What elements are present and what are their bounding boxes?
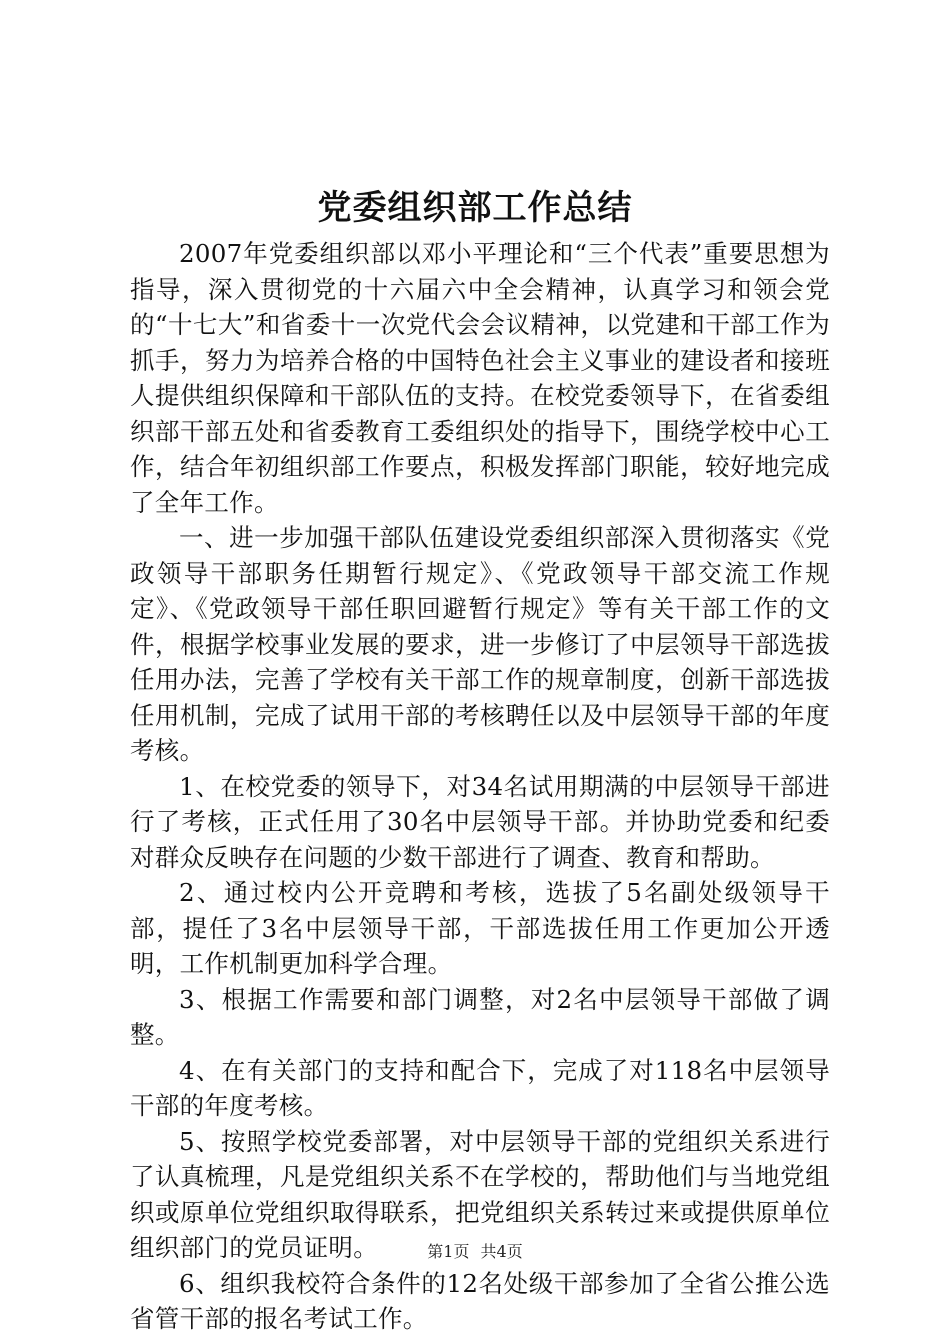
paragraph-item-3: 3、根据工作需要和部门调整，对2名中层领导干部做了调整。 <box>130 984 830 1049</box>
paragraph-item-6: 6、组织我校符合条件的12名处级干部参加了全省公推公选省管干部的报名考试工作。 <box>130 1268 830 1333</box>
paragraph-item-2: 2、通过校内公开竞聘和考核，选拔了5名副处级领导干部，提任了3名中层领导干部，干部选拔任用工作更加公开透明，工作机制更加科学合理。 <box>130 878 830 978</box>
page-footer <box>0 1240 950 1264</box>
paragraph-item-4: 4、在有关部门的支持和配合下，完成了对118名中层领导干部的年度考核。 <box>130 1055 830 1120</box>
paragraph-intro: 2007年党委组织部以邓小平理论和“三个代表”重要思想为指导，深入贯彻党的十六届六中全会精神，认真学习和领会党的“十七大”和省委十一次党代会会议精神，以党建和干部工作为抓手，努力为培养合格的中国特色社会主义事业的建设者和接班人提供组织保障和干部队伍的支持。在校党委领导下，在省委组织部干部五处和省委教育工委组织处的指导下，围绕学校中心工作，结合年初组织部工作要点，积极发挥部门职能，较好地完成了全年工作。 <box>130 239 830 517</box>
paragraph-item-1: 1、在校党委的领导下，对34名试用期满的中层领导干部进行了考核，正式任用了30名中层领导干部。并协助党委和纪委对群众反映存在问题的少数干部进行了调查、教育和帮助。 <box>130 771 830 872</box>
document-title: 党委组织部工作总结 <box>317 188 633 228</box>
paragraph-section-1: 一、进一步加强干部队伍建设党委组织部深入贯彻落实《党政领导干部职务任期暂行规定》、《党政领导干部交流工作规定》、《党政领导干部任职回避暂行规定》等有关干部工作的文件，根据学校事业发展的要求，进一步修订了中层领导干部选拔任用办法，完善了学校有关干部工作的规章制度，创新干部选拔任用机制，完成了试用干部的考核聘任以及中层领导干部的年度考核。 <box>130 523 830 765</box>
page-total: 共4页 <box>480 1242 523 1261</box>
paragraph-item-5: 5、按照学校党委部署，对中层领导干部的党组织关系进行了认真梳理，凡是党组织关系不在学校的，帮助他们与当地党组织或原单位党组织取得联系，把党组织关系转过来或提供原单位组织部门的党员证明。 <box>130 1126 830 1262</box>
page-number: 第1页 <box>427 1242 470 1261</box>
document-body <box>130 236 830 1337</box>
